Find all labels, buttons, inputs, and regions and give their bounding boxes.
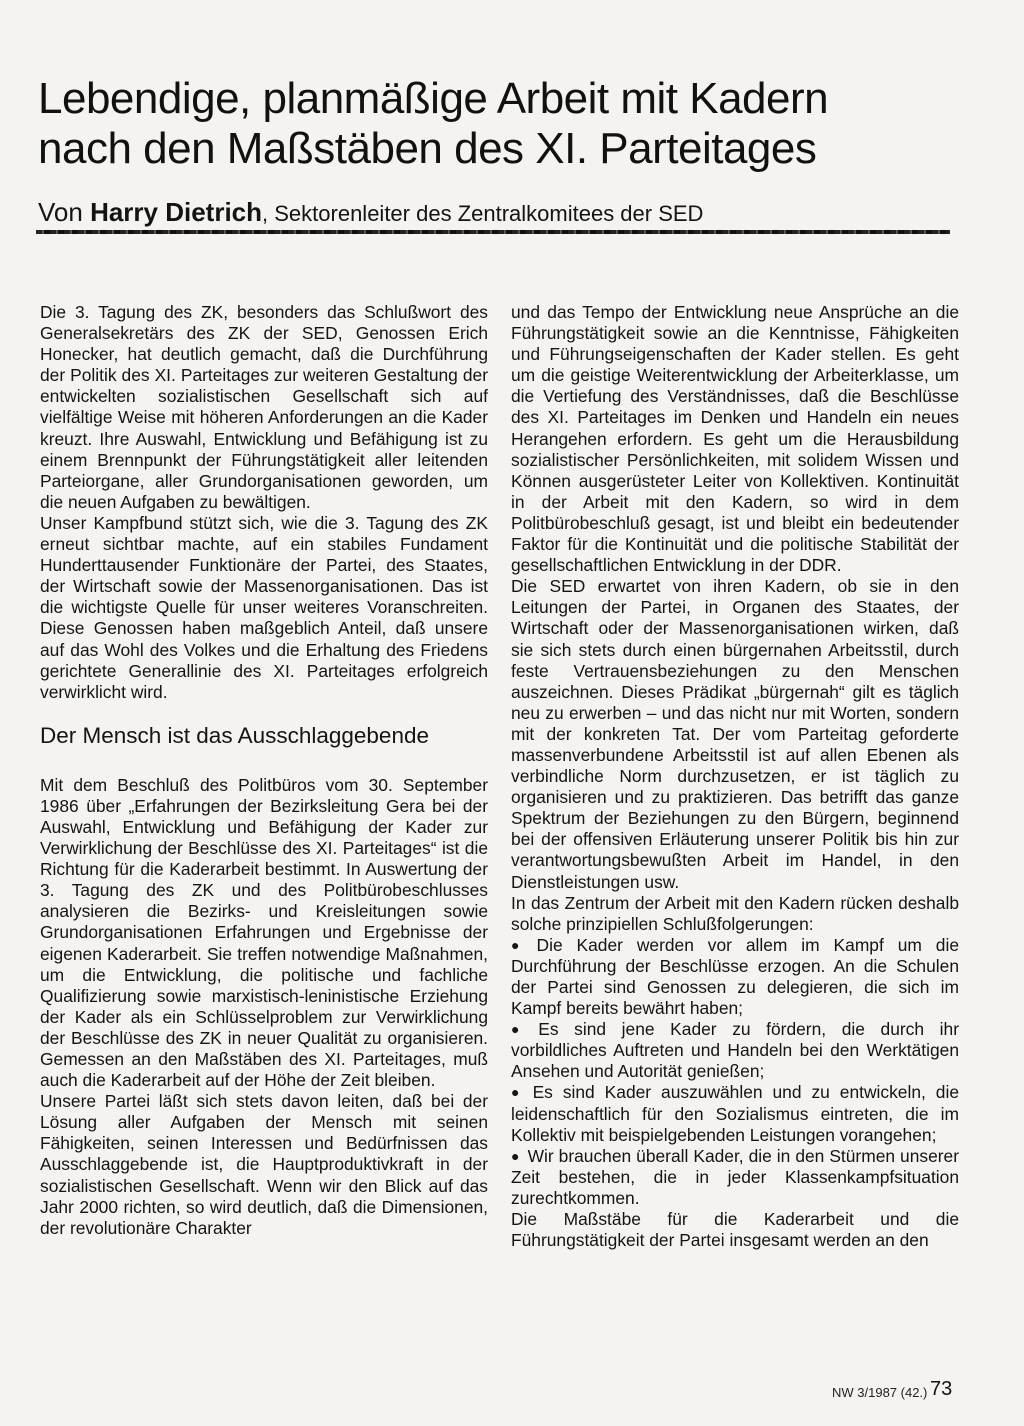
right-paragraph-1: und das Tempo der Entwicklung neue Ansprüche an die Führungstätigkeit sowie an die Kenntnisse, Fähigkeiten und Führungseigenschaften der Kader stellen. Es geht um die geistige Weiterentwicklung der Arbeiterklasse, um die Vertiefung des Verständnisses, daß die Beschlüsse des XI. Parteitages im Denken und Handeln ein neues Herangehen erfordern. Es geht um die Herausbildung sozialistischer Persönlichkeiten, mit solidem Wissen und Können ausgerüsteter Leiter von Kollektiven. Kontinuität in der Arbeit mit den Kadern, so wird in dem Politbürobeschluß gesagt, ist und bleibt ein bedeutender Faktor für die Kontinuität und die politische Stabilität der gesellschaftlichen Entwicklung in der DDR. [511, 302, 959, 576]
left-paragraph-1: Die 3. Tagung des ZK, besonders das Schlußwort des Generalsekretärs des ZK der SED, Genossen Erich Honecker, hat deutlich gemacht, daß die Durchführung der Politik des XI. Parteitages zur weiteren Gestaltung der entwickelten sozialistischen Gesellschaft sich auf vielfältige Weise mit höheren Anforderungen an die Kader kreuzt. Ihre Auswahl, Entwicklung und Befähigung ist zu einem Brennpunkt der Führungstätigkeit aller leitenden Parteiorgane, aller Grundorganisationen geworden, um die neuen Aufgaben zu bewältigen. [40, 302, 488, 512]
byline-prefix: Von [38, 197, 91, 227]
article-byline [38, 196, 703, 230]
page-number: 73 [930, 1378, 953, 1400]
bullet-item-4: ● Wir brauchen überall Kader, die in den Stürmen unserer Zeit bestehen, die in jeder Klassenkampfsituation zurechtkommen. [511, 1146, 959, 1209]
article-title-line-2: nach den Maßstäben des XI. Parteitages [38, 124, 817, 173]
section-subheading: Der Mensch ist das Ausschlaggebende [40, 722, 429, 748]
bullet-item-1: ● Die Kader werden vor allem im Kampf um die Durchführung der Beschlüsse erzogen. An die Schulen der Partei sind Genossen zu delegieren, die sich im Kampf bereits bewährt haben; [511, 935, 959, 1019]
right-column [511, 302, 959, 1251]
right-paragraph-3: In das Zentrum der Arbeit mit den Kadern rücken deshalb solche prinzipiellen Schlußfolgerungen: [511, 892, 959, 934]
left-column [40, 302, 488, 1239]
right-paragraph-4: Die Maßstäbe für die Kaderarbeit und die Führungstätigkeit der Partei insgesamt werden an den [511, 1209, 959, 1251]
right-paragraph-2: Die SED erwartet von ihren Kadern, ob sie in den Leitungen der Partei, in Organen des Staates, der Wirtschaft oder der Massenorganisationen wirken, daß sie sich stets durch einen bürgernahen Arbeitsstil, durch feste Vertrauensbeziehungen zu den Menschen auszeichnen. Dieses Prädikat „bürgernah“ gilt es täglich neu zu erwerben – und das nicht nur mit Worten, sondern mit der konkreten Tat. Der vom Parteitag geforderte massenverbundene Arbeitsstil ist auf allen Ebenen als verbindliche Norm durchzusetzen, er ist täglich zu organisieren und zu praktizieren. Das betrifft das ganze Spektrum der Beziehungen zu den Bürgern, beginnend bei der offensiven Erläuterung unserer Politik bis hin zur verantwortungsbewußten Arbeit im Handel, in den Dienstleistungen usw. [511, 576, 959, 892]
bullet-item-2: ● Es sind jene Kader zu fördern, die durch ihr vorbildliches Auftreten und Handeln bei den Werktätigen Ansehen und Autorität genießen; [511, 1019, 959, 1082]
article-title [38, 74, 938, 174]
left-paragraph-3: Mit dem Beschluß des Politbüros vom 30. September 1986 über „Erfahrungen der Bezirksleitung Gera bei der Auswahl, Entwicklung und Befähigung der Kader zur Verwirklichung der Beschlüsse des XI. Parteitages“ ist die Richtung für die Kaderarbeit bestimmt. In Auswertung der 3. Tagung des ZK und des Politbürobeschlusses analysieren die Bezirks- und Kreisleitungen sowie Grundorganisationen Erfahrungen und Ergebnisse der eigenen Kaderarbeit. Sie treffen notwendige Maßnahmen, um die Entwicklung, die politische und fachliche Qualifizierung sowie marxistisch-leninistische Erziehung der Kader als ein Schlüsselproblem zur Verwirklichung der Beschlüsse des ZK in neuer Qualität zu organisieren. Gemessen an den Maßstäben des XI. Parteitages, muß auch die Kaderarbeit auf der Höhe der Zeit bleiben. [40, 774, 488, 1091]
article-title-line-1: Lebendige, planmäßige Arbeit mit Kadern [38, 74, 829, 123]
bullet-item-3: ● Es sind Kader auszuwählen und zu entwickeln, die leidenschaftlich für den Sozialismus eintreten, die im Kollektiv mit beispielgebenden Leistungen vorangehen; [511, 1082, 959, 1145]
issue-reference: NW 3/1987 (42.) [832, 1385, 928, 1400]
author-name: Harry Dietrich [90, 197, 263, 227]
author-role: , Sektorenleiter des Zentralkomitees der SED [262, 201, 704, 226]
left-paragraph-4: Unsere Partei läßt sich stets davon leiten, daß bei der Lösung aller Aufgaben der Mensch mit seinen Fähigkeiten, seinen Interessen und Bedürfnissen das Ausschlaggebende ist, die Hauptproduktivkraft in der sozialistischen Gesellschaft. Wenn wir den Blick auf das Jahr 2000 richten, so wird deutlich, daß die Dimensionen, der revolutionäre Charakter [40, 1091, 488, 1238]
left-paragraph-2: Unser Kampfbund stützt sich, wie die 3. Tagung des ZK erneut sichtbar machte, auf ein stabiles Fundament Hunderttausender Funktionäre der Partei, des Staates, der Wirtschaft sowie der Massenorganisationen. Das ist die wichtigste Quelle für unser weiteres Voranschreiten. Diese Genossen haben maßgeblich Anteil, daß unsere auf das Wohl des Volkes und die Erhaltung des Friedens gerichtete Generallinie des XI. Parteitages erfolgreich verwirklicht wird. [40, 512, 488, 702]
title-divider [36, 230, 950, 234]
